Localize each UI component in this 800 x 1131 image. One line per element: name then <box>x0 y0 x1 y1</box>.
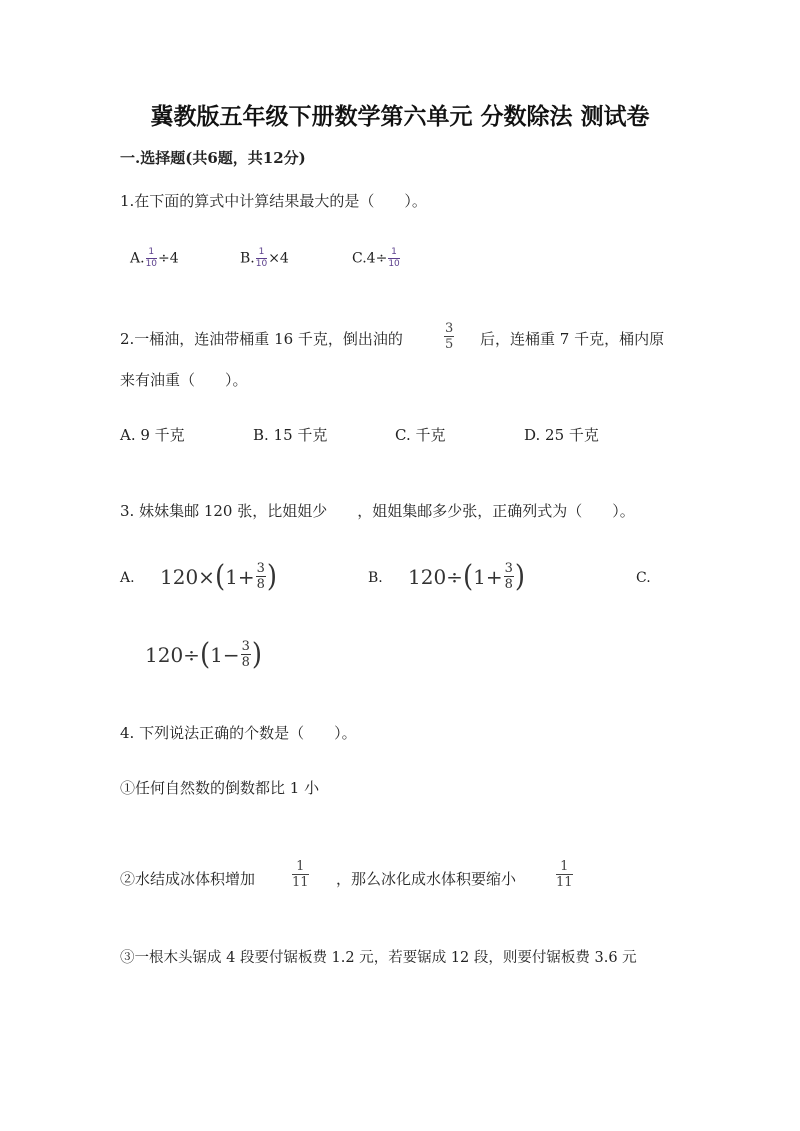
question-2-stem-line2: 来有油重（ ）。 <box>120 371 248 389</box>
fraction-denominator: 11 <box>292 875 309 890</box>
q1-option-b <box>240 248 289 269</box>
q1-option-a-fraction <box>146 248 157 269</box>
q1-option-c <box>352 248 401 269</box>
expr-prefix: 120÷ <box>145 642 200 667</box>
fraction-denominator: 10 <box>255 259 268 269</box>
q3-option-a-expression <box>160 559 278 594</box>
q3-option-b-expression <box>408 559 526 594</box>
q1-option-c-fraction <box>388 248 399 269</box>
question-2-stem-part2: 后，连桶重 7 千克，桶内原 <box>480 330 665 348</box>
section-heading: 一.选择题(共6题，共12分) <box>120 149 306 167</box>
open-paren: ( <box>199 637 211 672</box>
q1-option-b-tail: ×4 <box>268 250 289 267</box>
q4-statement-2-part2: ，那么冰化成水体积要缩小 <box>336 870 517 888</box>
q4-statement-2-fraction-1 <box>292 860 309 889</box>
question-1-stem: 1.在下面的算式中计算结果最大的是（ ）。 <box>120 192 427 210</box>
fraction-numerator: 3 <box>504 561 513 576</box>
fraction-numerator: 1 <box>296 859 305 874</box>
open-paren: ( <box>214 559 226 594</box>
q1-option-a-label: A. <box>130 250 145 267</box>
q2-option-d: D. 25 千克 <box>524 426 599 444</box>
fraction-denominator: 10 <box>388 259 400 269</box>
close-paren: ) <box>266 559 278 594</box>
fraction-denominator: 11 <box>556 875 573 890</box>
q1-option-b-label: B. <box>240 250 255 267</box>
fraction-numerator: 3 <box>445 321 454 336</box>
fraction-denominator: 5 <box>445 337 454 352</box>
close-paren: ) <box>251 637 263 672</box>
fraction-denominator: 10 <box>145 259 158 269</box>
fraction-denominator: 8 <box>241 655 250 670</box>
q4-statement-1: ①任何自然数的倒数都比 1 小 <box>120 779 320 797</box>
question-3-stem: 3. 妹妹集邮 120 张，比姐姐少 ，姐姐集邮多少张，正确列式为（ ）。 <box>120 502 635 520</box>
q3-option-b-label: B. <box>368 570 383 586</box>
expr-term: 1+ <box>225 564 255 589</box>
expr-term: 1− <box>210 642 240 667</box>
expr-term: 1+ <box>473 564 503 589</box>
q4-statement-2-part1: ②水结成冰体积增加 <box>120 870 256 888</box>
q2-option-b: B. 15 千克 <box>253 426 328 444</box>
fraction-numerator: 1 <box>560 859 569 874</box>
fraction-numerator: 1 <box>391 247 397 257</box>
q3-option-c-label: C. <box>636 570 651 586</box>
expr-prefix: 120÷ <box>408 564 463 589</box>
q1-option-a-tail: ÷4 <box>158 250 179 267</box>
q1-option-c-label: C.4÷ <box>352 250 388 267</box>
q1-option-b-fraction <box>256 248 267 269</box>
q2-option-a: A. 9 千克 <box>120 426 185 444</box>
fraction-numerator: 3 <box>256 561 265 576</box>
q2-fraction <box>444 322 454 351</box>
fraction-numerator: 1 <box>258 247 265 257</box>
fraction-denominator: 8 <box>504 577 513 592</box>
fraction-denominator: 8 <box>256 577 265 592</box>
open-paren: ( <box>462 559 474 594</box>
q4-statement-3: ③一根木头锯成 4 段要付锯板费 1.2 元，若要锯成 12 段，则要付锯板费 3.6 元 <box>120 950 637 966</box>
q2-option-c: C. 千克 <box>395 426 446 444</box>
page-title: 冀教版五年级下册数学第六单元 分数除法 测试卷 <box>150 103 650 130</box>
q3-option-c-expression <box>145 637 263 672</box>
fraction-numerator: 3 <box>241 639 250 654</box>
q1-option-a <box>130 248 179 269</box>
q4-statement-2-fraction-2 <box>556 860 573 889</box>
q3-option-a-label: A. <box>120 570 135 586</box>
close-paren: ) <box>514 559 526 594</box>
expr-prefix: 120× <box>160 564 215 589</box>
fraction-numerator: 1 <box>148 247 155 257</box>
question-2-stem-part1: 2.一桶油，连油带桶重 16 千克，倒出油的 <box>120 330 403 348</box>
question-4-stem: 4. 下列说法正确的个数是（ ）。 <box>120 724 357 742</box>
